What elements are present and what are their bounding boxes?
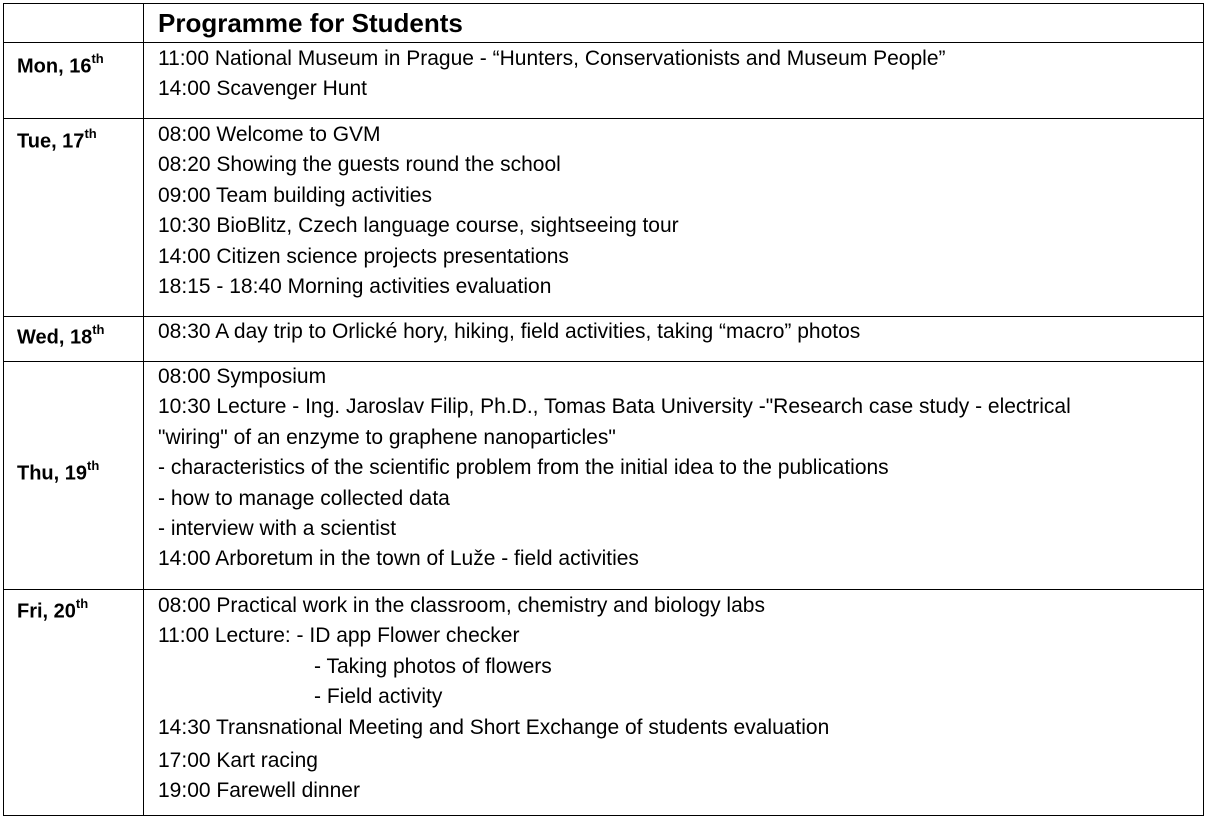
day-activities-wed <box>144 317 1204 362</box>
activity-line: 14:00 Scavenger Hunt <box>158 77 367 101</box>
day-activities-fri <box>144 590 1204 816</box>
activity-line: - interview with a scientist <box>158 517 397 541</box>
day-label-mon <box>4 43 144 119</box>
activity-line: 14:30 Transnational Meeting and Short Exchange of students evaluation <box>158 715 830 739</box>
activity-line: 10:30 BioBlitz, Czech language course, sightseeing tour <box>158 214 679 238</box>
activity-line: 09:00 Team building activities <box>158 183 432 207</box>
day-label-fri <box>4 590 144 816</box>
day-label-wed <box>4 317 144 362</box>
activity-line: 08:00 Symposium <box>158 365 327 388</box>
day-text: Tue, 17 <box>17 130 85 153</box>
programme-title: Programme for Students <box>144 4 1204 43</box>
day-text: Fri, 20 <box>17 600 76 623</box>
day-label-thu <box>4 362 144 590</box>
day-text: Mon, 16 <box>17 55 92 78</box>
activity-line: 14:00 Arboretum in the town of Luže - field activities <box>158 547 639 571</box>
activity-line: 08:00 Welcome to GVM <box>158 123 381 146</box>
day-row-wed <box>4 317 1204 362</box>
activity-line: 19:00 Farewell dinner <box>158 779 360 803</box>
day-suffix: th <box>92 322 105 337</box>
activity-line: "wiring" of an enzyme to graphene nanoparticles" <box>158 425 616 449</box>
activity-line: 17:00 Kart racing <box>158 749 318 773</box>
day-suffix: th <box>87 457 100 473</box>
activity-line: 11:00 Lecture: - ID app Flower checker <box>158 624 520 648</box>
day-row-mon <box>4 43 1204 119</box>
activity-line: 18:15 - 18:40 Morning activities evaluation <box>158 275 552 299</box>
day-text: Thu, 19 <box>17 462 88 485</box>
day-activities-tue <box>144 119 1204 317</box>
day-suffix: th <box>84 126 97 141</box>
activity-line: 08:00 Practical work in the classroom, chemistry and biology labs <box>158 594 765 617</box>
title-blank-cell <box>4 4 144 43</box>
day-row-fri <box>4 590 1204 816</box>
activity-line: 08:30 A day trip to Orlické hory, hiking, field activities, taking “macro” photos <box>158 320 861 343</box>
day-suffix: th <box>75 596 89 611</box>
day-text: Wed, 18 <box>17 326 93 349</box>
title-row <box>4 4 1204 43</box>
activity-subline: - Field activity <box>314 685 443 709</box>
activity-line: - characteristics of the scientific problem from the initial idea to the publications <box>158 456 889 480</box>
activity-line: - how to manage collected data <box>158 486 450 510</box>
activity-subline: - Taking photos of flowers <box>314 654 552 678</box>
activity-line: 14:00 Citizen science projects presentations <box>158 244 569 268</box>
activity-line: 08:20 Showing the guests round the school <box>158 153 561 177</box>
day-row-thu <box>4 362 1204 590</box>
day-row-tue <box>4 119 1204 317</box>
programme-table <box>3 3 1204 816</box>
day-activities-mon <box>144 43 1204 119</box>
activity-line: 10:30 Lecture - Ing. Jaroslav Filip, Ph.D., Tomas Bata University -"Research case study - electrical <box>158 395 1071 419</box>
day-activities-thu <box>144 362 1204 590</box>
day-label-tue <box>4 119 144 317</box>
day-suffix: th <box>91 51 104 66</box>
activity-line: 11:00 National Museum in Prague - “Hunters, Conservationists and Museum People” <box>158 47 946 70</box>
